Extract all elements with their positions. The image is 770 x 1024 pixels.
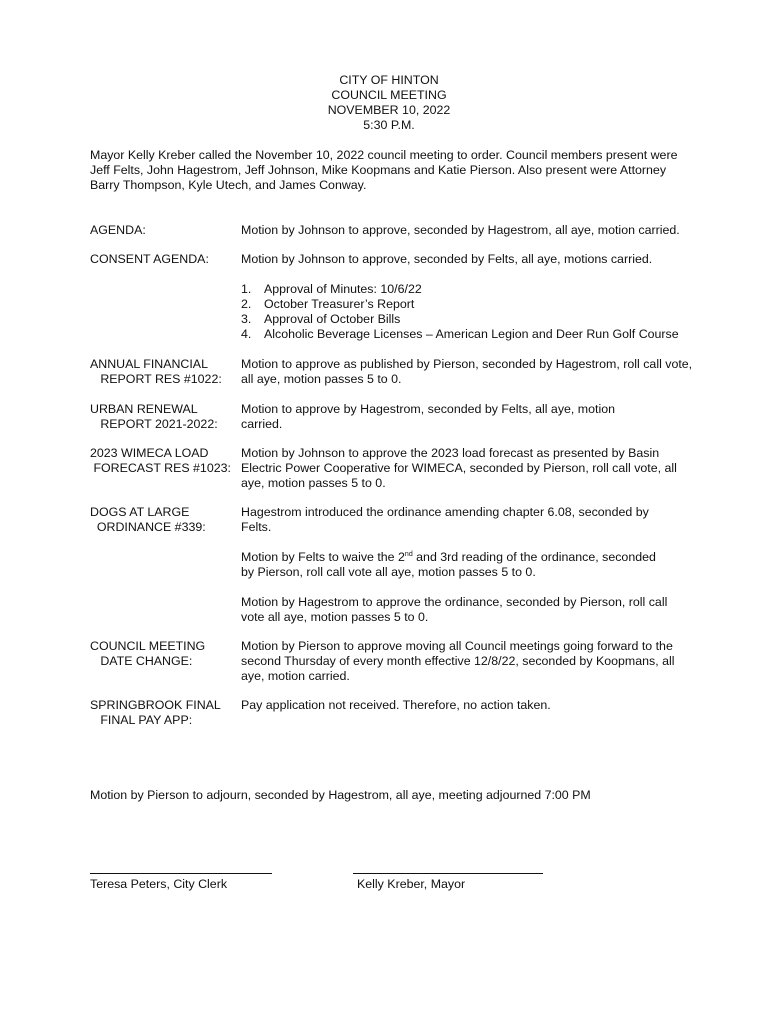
urban-renewal-text: Motion to approve by Hagestrom, seconded by Felts, all aye, motion carried. <box>241 402 615 431</box>
agenda-text: Motion by Johnson to approve, seconded by Hagestrom, all aye, motion carried. <box>241 223 680 237</box>
council-meeting-label-2: DATE CHANGE: <box>90 654 193 668</box>
document-header <box>0 73 770 133</box>
dogs-approve-text: Motion by Hagestrom to approve the ordinance, seconded by Pierson, roll call vote all aye, motion passes 5 to 0. <box>241 595 668 624</box>
springbrook-label-2: FINAL PAY APP: <box>90 713 193 727</box>
list-text: October Treasurer’s Report <box>264 297 415 311</box>
list-item <box>241 282 693 297</box>
council-meeting-label: COUNCIL MEETING <box>90 639 206 653</box>
meeting-title: COUNCIL MEETING <box>331 88 447 102</box>
list-number: 3. <box>241 312 252 326</box>
signature-line <box>90 862 272 874</box>
annual-financial-label-2: REPORT RES #1022: <box>90 372 222 386</box>
consent-agenda-text: Motion by Johnson to approve, seconded by Felts, all aye, motions carried. <box>241 252 653 266</box>
clerk-name: Teresa Peters, City Clerk <box>90 877 228 891</box>
list-text: Approval of October Bills <box>264 312 401 326</box>
council-meeting-text: Motion by Pierson to approve moving all Council meetings going forward to the second Thursday of every month effective 12/8/22, seconded by Koopmans, all aye, motion carried. <box>241 639 675 683</box>
springbrook-text: Pay application not received. Therefore, no action taken. <box>241 698 551 712</box>
list-number: 2. <box>241 297 252 311</box>
list-item <box>241 297 693 312</box>
agenda-label: AGENDA: <box>90 223 146 237</box>
dogs-at-large-label-2: ORDINANCE #339: <box>90 520 206 534</box>
annual-financial-label: ANNUAL FINANCIAL <box>90 357 208 371</box>
consent-agenda-label: CONSENT AGENDA: <box>90 252 209 266</box>
adjourn-text: Motion by Pierson to adjourn, seconded by Hagestrom, all aye, meeting adjourned 7:00 PM <box>90 788 591 802</box>
list-text: Alcoholic Beverage Licenses – American Legion and Deer Run Golf Course <box>264 327 679 341</box>
urban-renewal-label-2: REPORT 2021-2022: <box>90 417 218 431</box>
dogs-introduced-text: Hagestrom introduced the ordinance amending chapter 6.08, seconded by Felts. <box>241 505 649 534</box>
springbrook-label: SPRINGBROOK FINAL <box>90 698 221 712</box>
list-item <box>241 312 693 327</box>
meeting-date: NOVEMBER 10, 2022 <box>327 103 451 117</box>
urban-renewal-label: URBAN RENEWAL <box>90 402 198 416</box>
list-number: 1. <box>241 282 252 296</box>
list-text: Approval of Minutes: 10/6/22 <box>264 282 422 296</box>
intro-paragraph: Mayor Kelly Kreber called the November 10, 2022 council meeting to order. Council members present were Jeff Felts, John Hagestrom, Jeff Johnson, Mike Koopmans and Katie Pierson. Also present were Attorney Barry Thompson, Kyle Utech, and James Conway. <box>90 148 678 192</box>
clerk-signature-block <box>90 862 272 892</box>
list-item <box>241 327 693 342</box>
signature-line <box>353 862 543 874</box>
mayor-name: Kelly Kreber, Mayor <box>357 877 466 891</box>
wimeca-load-text: Motion by Johnson to approve the 2023 load forecast as presented by Basin Electric Power Cooperative for WIMECA, seconded by Pierson, roll call vote, all aye, motion passes 5 to 0. <box>241 446 677 490</box>
dogs-waive-reading-text: Motion by Felts to waive the 2nd and 3rd reading of the ordinance, seconded by Pierson, roll call vote all aye, motion passes 5 to 0. <box>241 550 656 579</box>
consent-agenda-list <box>241 282 693 342</box>
wimeca-load-label: 2023 WIMECA LOAD <box>90 446 209 460</box>
meeting-time: 5:30 P.M. <box>363 118 415 132</box>
annual-financial-text: Motion to approve as published by Pierson, seconded by Hagestrom, roll call vote, all aye, motion passes 5 to 0. <box>241 357 693 386</box>
mayor-signature-block <box>353 862 543 892</box>
city-name: CITY OF HINTON <box>339 73 439 87</box>
wimeca-load-label-2: FORECAST RES #1023: <box>90 461 231 475</box>
dogs-at-large-label: DOGS AT LARGE <box>90 505 190 519</box>
list-number: 4. <box>241 327 252 341</box>
